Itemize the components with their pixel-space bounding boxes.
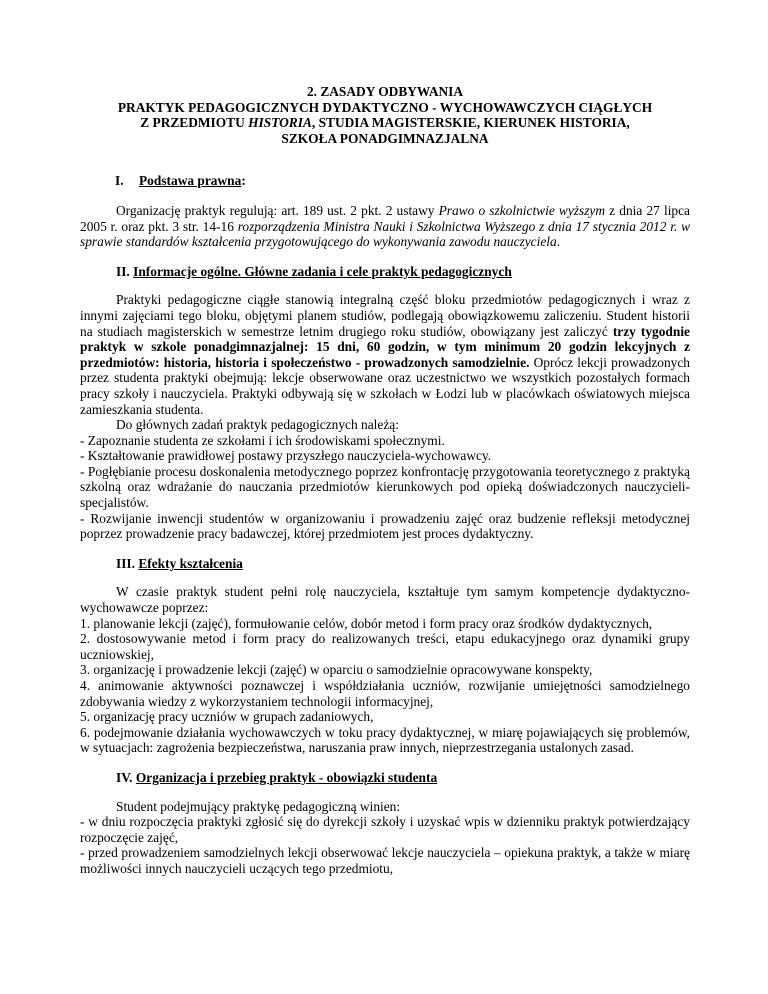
outcome-item: 5. organizację pracy uczniów w grupach zadaniowych, — [80, 709, 374, 725]
legal-basis-end: . — [556, 234, 561, 250]
section-1-title: Podstawa prawna — [139, 173, 242, 189]
outcome-item: 1. planowanie lekcji (zajęć), formułowanie celów, dobór metod i form pracy oraz środków dydaktycznych, — [80, 615, 653, 631]
tasks-intro: Do głównych zadań praktyk pedagogicznych należą: — [116, 417, 399, 433]
task-item: - Rozwijanie inwencji studentów w organizowaniu i prowadzeniu zajęć oraz budzenie refleksji metodycznej poprzez prowadzenie pracy badawczej, której przedmiotem jest proces dydaktyczny. — [80, 510, 690, 542]
section-1-paragraph — [80, 203, 690, 250]
legal-basis-text-2: z dnia 27 lipca 2005 r. oraz pkt. 3 str. 14-16 — [80, 202, 690, 234]
section-3-title: Efekty kształcenia — [138, 555, 243, 571]
regulation-title: rozporządzenia Ministra Nauki i Szkolnictwa Wyższego z dnia 17 stycznia 2012 r. w sprawie standardów kształcenia przygotowującego do wykonywania zawodu nauczyciela — [80, 218, 690, 250]
task-item: - Zapoznanie studenta ze szkołami i ich środowiskami społecznymi. — [80, 432, 445, 448]
duty-item: - w dniu rozpoczęcia praktyki zgłosić się do dyrekcji szkoły i uzyskać wpis w dzienniku praktyk potwierdzający rozpoczęcie zajęć, — [80, 814, 690, 845]
general-info-text-2: Oprócz lekcji prowadzonych przez studenta praktyki obejmują: lekcje obserwowane oraz uczestnictwo we wszystkich pozostałych formach pracy szkoły i nauczyciela. Praktyki odbywają się w szkołach w Łodzi lub w placówkach oświatowych miejsca zamieszkania studenta. — [80, 354, 690, 417]
title-line-3-start: Z PRZEDMIOTU — [140, 115, 249, 131]
document-title — [80, 84, 690, 146]
practice-requirement: trzy tygodnie praktyk w szkole ponadgimnazjalnej: 15 dni, 60 godzin, w tym minimum 20 godzin lekcyjnych z przedmiotów: historia, historia i społeczeństwo - prowadzonych samodzielnie. — [80, 323, 690, 370]
task-item: - Kształtowanie prawidłowej postawy przyszłego nauczyciela-wychowawcy. — [80, 448, 492, 464]
outcome-item: 2. dostosowywanie metod i form pracy do realizowanych treści, etapu edukacyjnego oraz dynamiki grupy uczniowskiej, — [80, 631, 690, 662]
legal-basis-text: Organizację praktyk regulują: art. 189 ust. 2 pkt. 2 ustawy — [116, 202, 439, 218]
section-3-intro: W czasie praktyk student pełni rolę nauczyciela, kształtuje tym samym kompetencje dydaktyczno-wychowawcze poprzez: — [80, 584, 690, 616]
section-1-number: I. — [115, 173, 124, 189]
general-info-text: Praktyki pedagogiczne ciągłe stanowią integralną część bloku przedmiotów pedagogicznych i wraz z innymi zajęciami tego bloku, objętymi planem studiów, podlegają obowiązkowemu zaliczeniu. Student historii na studiach magisterskich w semestrze letnim drugiego roku studiów, obowiązany jest zaliczyć — [80, 292, 690, 339]
task-item: - Pogłębianie procesu doskonalenia metodycznego poprzez konfrontację przygotowania teoretycznego z praktyką szkolną oraz wdrażanie do nauczania przedmiotów kierunkowych pod opieką doświadczonych nauczycieli-specjalistów. — [80, 463, 690, 511]
section-4-body — [80, 799, 690, 877]
title-line-3-subject: HISTORIA — [248, 115, 312, 131]
section-4-title: Organizacja i przebieg praktyk - obowiązki studenta — [135, 769, 438, 785]
title-line-2: PRAKTYK PEDAGOGICZNYCH DYDAKTYCZNO - WYCHOWAWCZYCH CIĄGŁYCH — [117, 99, 653, 115]
section-3-body — [80, 584, 690, 756]
section-2-heading — [116, 264, 690, 280]
section-4-heading — [116, 770, 690, 786]
duty-item: - przed prowadzeniem samodzielnych lekcji obserwować lekcje nauczyciela – opiekuna praktyk, a także w miarę możliwości innych nauczycieli uczących tego przedmiotu, — [80, 845, 690, 876]
title-line-3-end: , STUDIA MAGISTERSKIE, KIERUNEK HISTORIA, — [311, 115, 630, 131]
outcome-item: 3. organizację i prowadzenie lekcji (zajęć) w oparciu o samodzielnie opracowywane konspekty, — [80, 662, 593, 678]
section-2-title: Informacje ogólne. Główne zadania i cele praktyk pedagogicznych — [133, 263, 512, 279]
section-3-number: III. — [116, 555, 135, 571]
title-line-1: 2. ZASADY ODBYWANIA — [306, 84, 464, 99]
section-1-body — [80, 203, 690, 250]
section-1-colon: : — [241, 173, 246, 189]
section-3-heading — [116, 556, 690, 572]
outcome-item: 4. animowanie aktywności poznawczej i współdziałania uczniów, rozwijanie umiejętności samodzielnego zdobywania wiedzy z wykorzystaniem technologii informacyjnej, — [80, 678, 690, 709]
section-4-number: IV. — [116, 769, 133, 785]
section-2-body — [80, 292, 690, 542]
section-4-intro: Student podejmujący praktykę pedagogiczną winien: — [116, 798, 401, 814]
section-1-heading — [115, 173, 690, 189]
title-line-3 — [80, 115, 690, 131]
title-line-4: SZKOŁA PONADGIMNAZJALNA — [281, 130, 489, 146]
outcome-item: 6. podejmowanie działania wychowawczych w toku pracy dydaktycznej, w miarę pojawiających się problemów, w sytuacjach: zagrożenia bezpieczeństwa, naruszania praw innych, nieprzestrzegania ustalonych zasad. — [80, 724, 690, 756]
section-2-paragraph — [80, 292, 690, 417]
section-2-number: II. — [116, 263, 130, 279]
act-title: Prawo o szkolnictwie wyższym — [438, 202, 606, 218]
